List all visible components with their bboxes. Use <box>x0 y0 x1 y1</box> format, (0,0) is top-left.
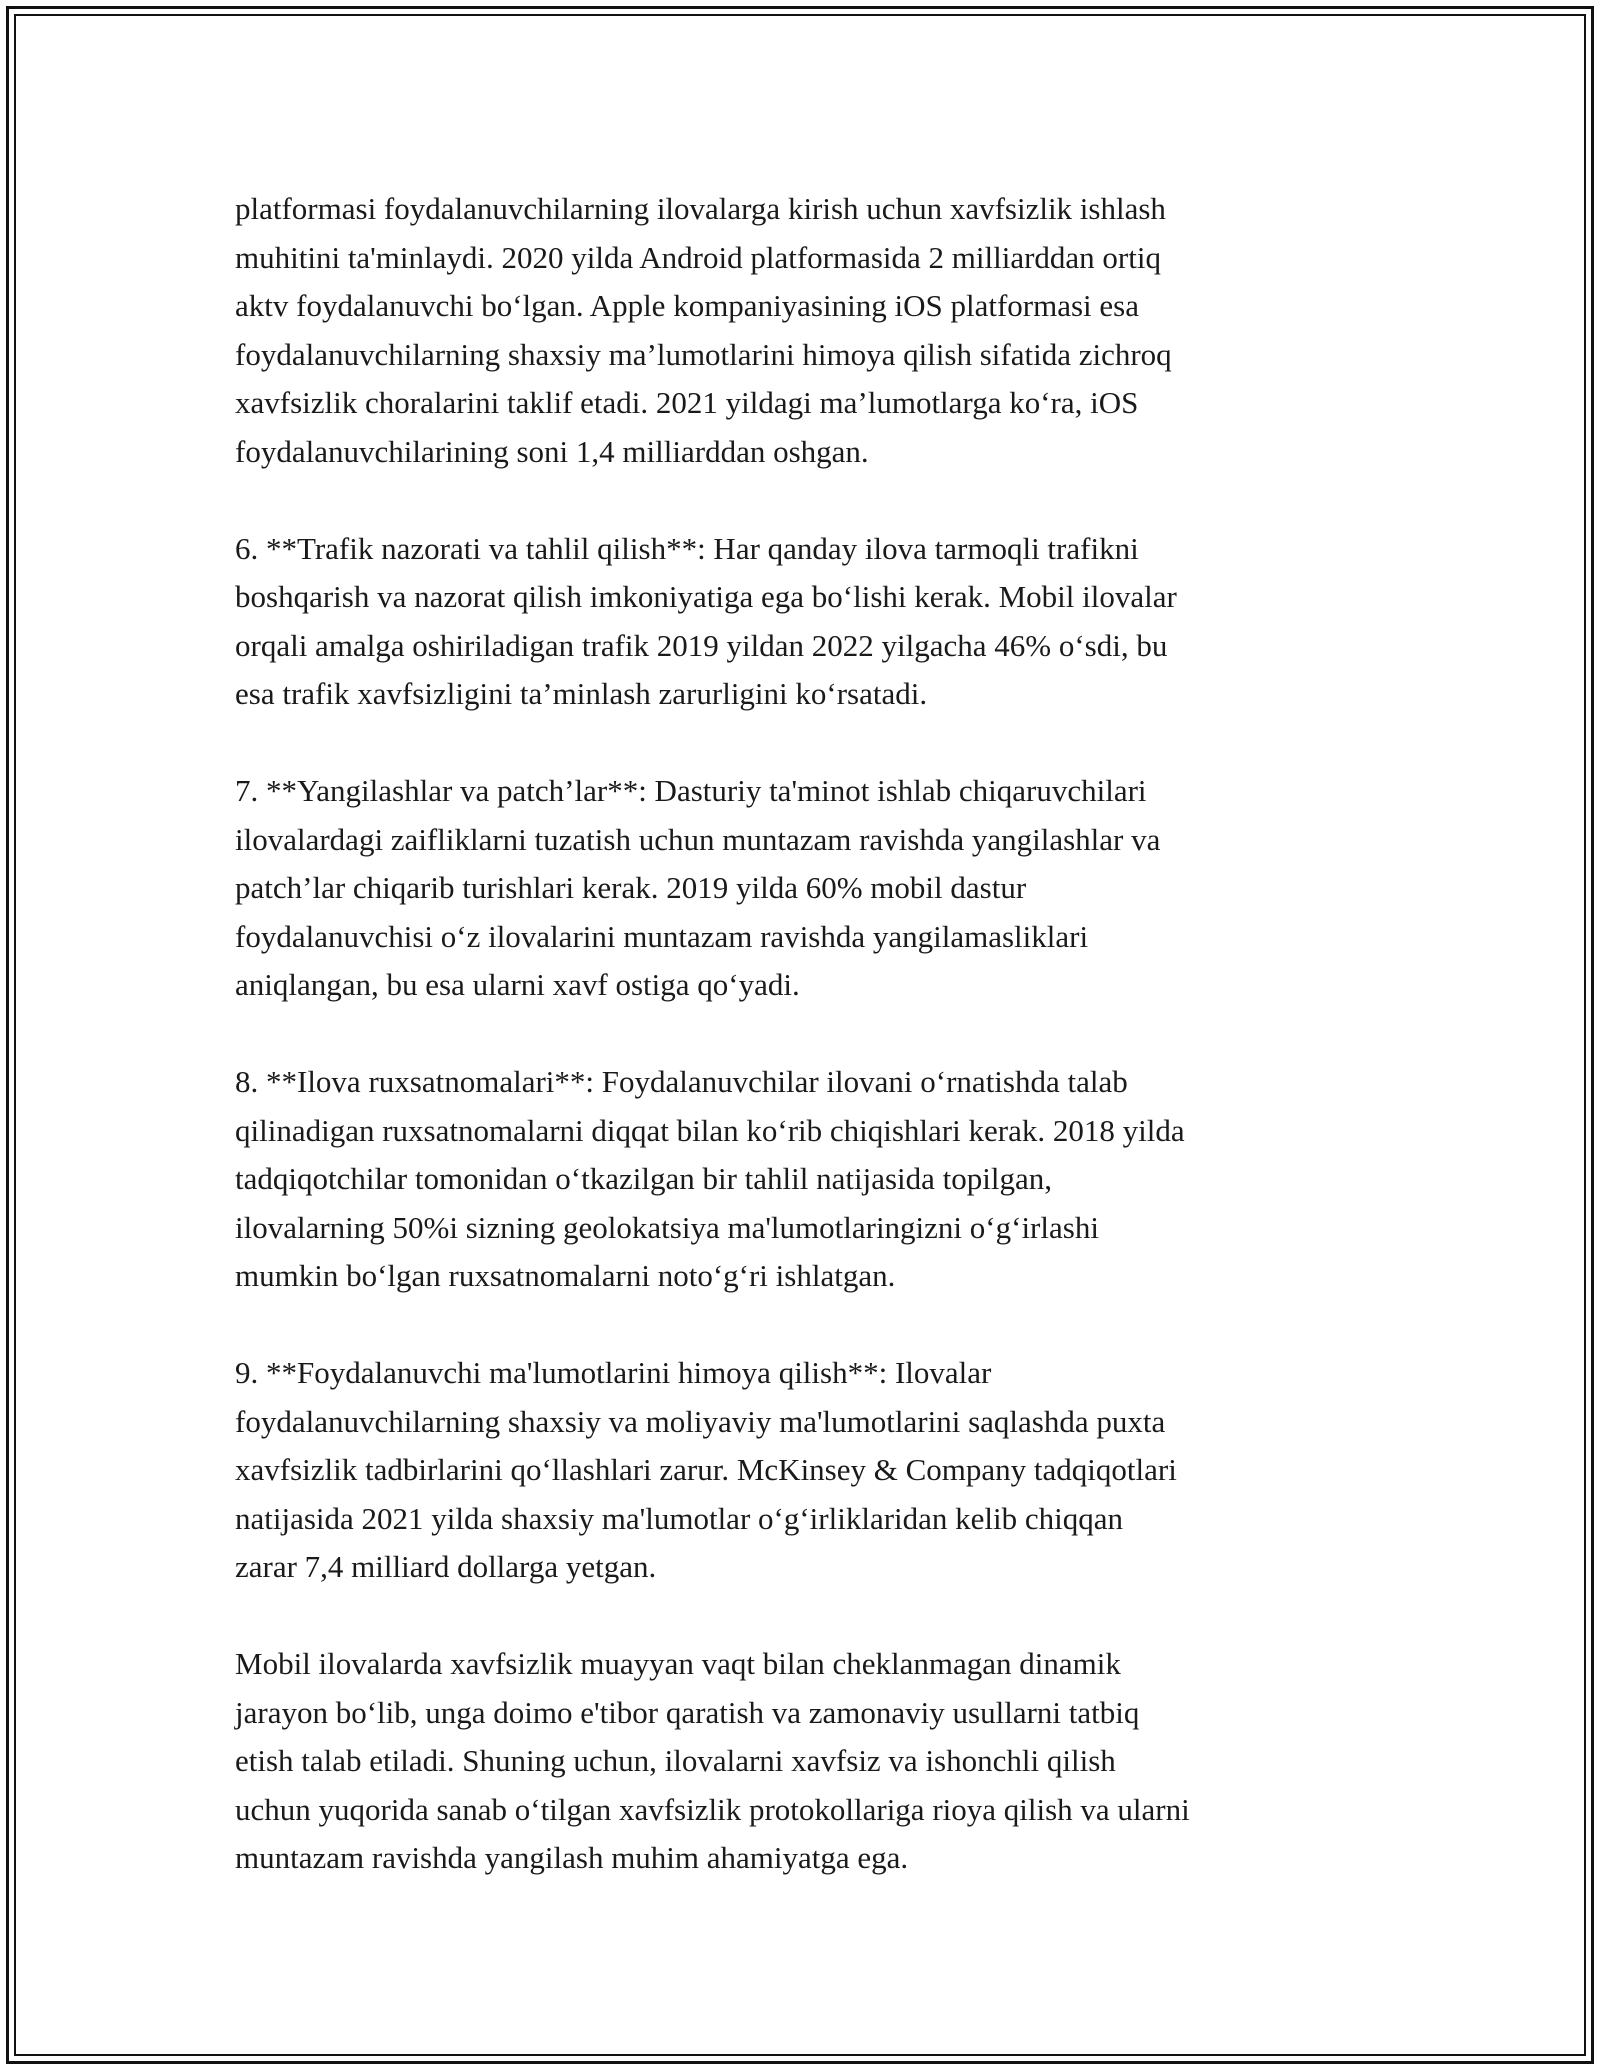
text-line: mumkin bo‘lgan ruxsatnomalarni noto‘g‘ri ishlatgan. <box>235 1258 896 1293</box>
text-line: orqali amalga oshiriladigan trafik 2019 yildan 2022 yilgacha 46% o‘sdi, bu <box>235 627 1168 663</box>
text-line: aniqlangan, bu esa ularni xavf ostiga qo‘yadi. <box>235 967 800 1002</box>
text-line: ilovalarning 50%i sizning geolokatsiya ma'lumotlaringizni o‘g‘irlashi <box>235 1209 1099 1245</box>
text-line: muhitini ta'minlaydi. 2020 yilda Android platformasida 2 milliarddan ortiq <box>235 239 1161 275</box>
text-line: patch’lar chiqarib turishlari kerak. 2019 yilda 60% mobil dastur <box>235 870 1027 905</box>
text-line: 6. **Trafik nazorati va tahlil qilish**: Har qanday ilova tarmoqli trafikni <box>235 530 1139 566</box>
paragraph-platform-security <box>235 185 1385 476</box>
text-line: aktv foydalanuvchi bo‘lgan. Apple kompaniyasining iOS platformasi esa <box>235 288 1139 323</box>
text-line: foydalanuvchilarining soni 1,4 milliarddan oshgan. <box>235 433 869 469</box>
text-line: Mobil ilovalarda xavfsizlik muayyan vaqt bilan cheklanmagan dinamik <box>235 1646 1121 1681</box>
text-line: qilinadigan ruxsatnomalarni diqqat bilan ko‘rib chiqishlari kerak. 2018 yilda <box>235 1112 1185 1148</box>
text-line: xavfsizlik tadbirlarini qo‘llashlari zarur. McKinsey & Company tadqiqotlari <box>235 1452 1177 1487</box>
text-line: 9. **Foydalanuvchi ma'lumotlarini himoya qilish**: Ilovalar <box>235 1355 992 1390</box>
text-line: tadqiqotchilar tomonidan o‘tkazilgan bir tahlil natijasida topilgan, <box>235 1161 1052 1196</box>
text-line: foydalanuvchilarning shaxsiy ma’lumotlarini himoya qilish sifatida zichroq <box>235 336 1172 372</box>
text-line: boshqarish va nazorat qilish imkoniyatiga ega bo‘lishi kerak. Mobil ilovalar <box>235 579 1177 614</box>
text-line: zarar 7,4 milliard dollarga yetgan. <box>235 1549 657 1584</box>
text-line: natijasida 2021 yilda shaxsiy ma'lumotlar o‘g‘irliklaridan kelib chiqqan <box>235 1500 1124 1536</box>
text-line: ilovalardagi zaifliklarni tuzatish uchun muntazam ravishda yangilashlar va <box>235 821 1161 857</box>
text-line: etish talab etiladi. Shuning uchun, ilovalarni xavfsiz va ishonchli qilish <box>235 1743 1116 1778</box>
document-body <box>235 185 1385 1883</box>
text-line: jarayon bo‘lib, unga doimo e'tibor qaratish va zamonaviy usullarni tatbiq <box>235 1694 1140 1730</box>
text-line: 7. **Yangilashlar va patch’lar**: Dasturiy ta'minot ishlab chiqaruvchilari <box>235 773 1147 808</box>
text-line: muntazam ravishda yangilash muhim ahamiyatga ega. <box>235 1840 909 1875</box>
text-line: platformasi foydalanuvchilarning ilovalarga kirish uchun xavfsizlik ishlash <box>235 191 1166 226</box>
text-line: esa trafik xavfsizligini ta’minlash zarurligini ko‘rsatadi. <box>235 676 928 711</box>
text-line: uchun yuqorida sanab o‘tilgan xavfsizlik protokollariga rioya qilish va ularni <box>235 1791 1190 1827</box>
paragraph-item-9-user-data <box>235 1349 1385 1592</box>
text-line: foydalanuvchilarning shaxsiy va moliyaviy ma'lumotlarini saqlashda puxta <box>235 1403 1166 1439</box>
paragraph-conclusion <box>235 1640 1385 1883</box>
paragraph-item-6-traffic <box>235 525 1385 719</box>
text-line: xavfsizlik choralarini taklif etadi. 2021 yildagi ma’lumotlarga ko‘ra, iOS <box>235 385 1139 420</box>
text-line: foydalanuvchisi o‘z ilovalarini muntazam ravishda yangilamasliklari <box>235 918 1089 954</box>
paragraph-item-7-updates <box>235 767 1385 1010</box>
paragraph-item-8-permissions <box>235 1058 1385 1301</box>
text-line: 8. **Ilova ruxsatnomalari**: Foydalanuvchilar ilovani o‘rnatishda talab <box>235 1064 1128 1099</box>
